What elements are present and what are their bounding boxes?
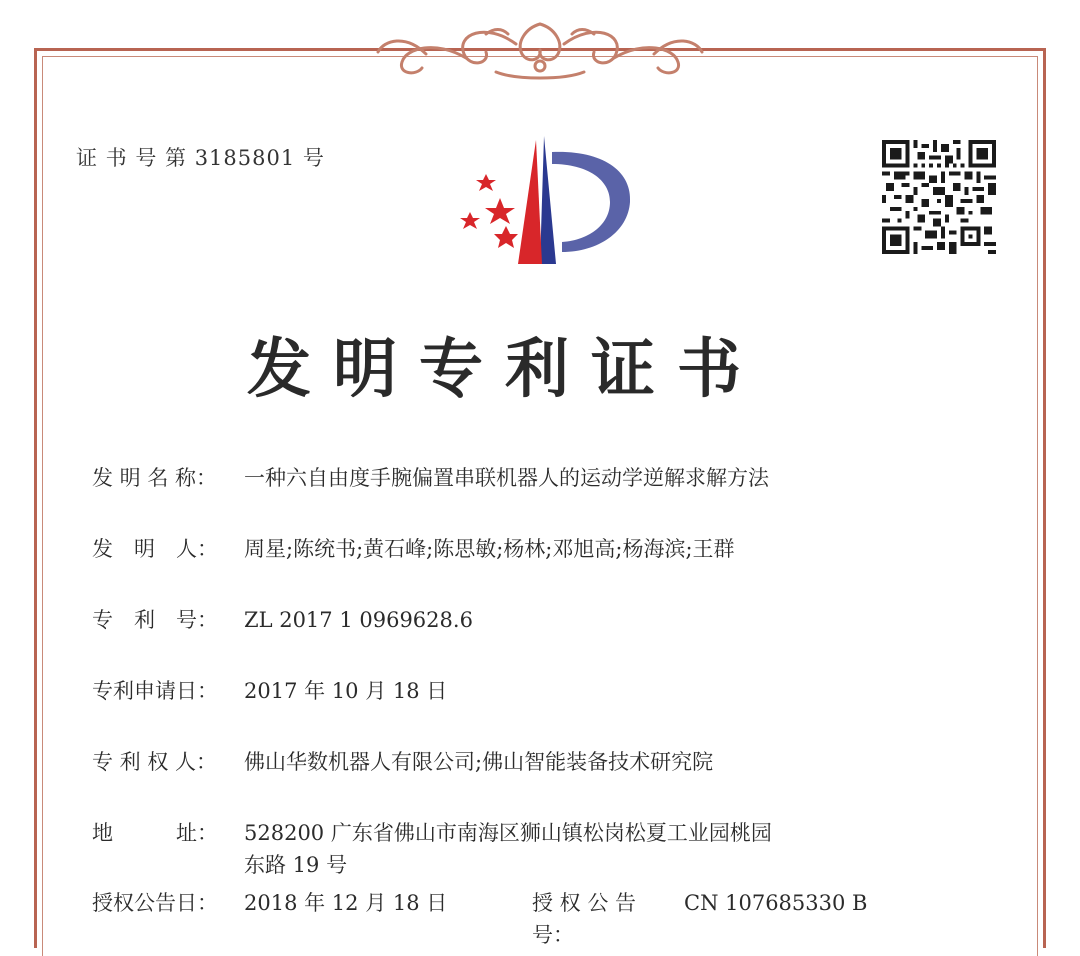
field-grant-date: [92, 887, 447, 919]
field-value: CN 107685330 B: [684, 891, 868, 915]
field-value: 2017 年 10 月 18 日: [244, 679, 448, 703]
field-filing-date: [92, 675, 447, 707]
field-value: 528200 广东省佛山市南海区狮山镇松岗松夏工业园桃园: [244, 821, 772, 845]
field-value: 一种六自由度手腕偏置串联机器人的运动学逆解求解方法: [244, 466, 769, 490]
field-grant-publication-number: [532, 887, 867, 951]
field-value: 佛山华数机器人有限公司;佛山智能装备技术研究院: [244, 750, 714, 774]
certificate-number: 证 书 号 第 3185801 号: [76, 146, 325, 170]
field-patent-number: [92, 604, 473, 636]
field-label: 地 址：: [92, 821, 218, 845]
field-value: 周星;陈统书;黄石峰;陈思敏;杨林;邓旭高;杨海滨;王群: [244, 537, 735, 561]
field-label: 发 明 人：: [92, 537, 218, 561]
floral-ornament-icon: [366, 14, 714, 84]
qr-code-icon: [882, 140, 996, 254]
field-value: ZL 2017 1 0969628.6: [244, 608, 473, 632]
field-invention-name: [92, 462, 769, 494]
field-patentee: [92, 746, 713, 778]
field-label: 发 明 名 称：: [92, 466, 218, 490]
field-label: 授 权 公 告 号：: [532, 891, 637, 947]
field-address: [92, 817, 772, 881]
field-label: 专利申请日：: [92, 679, 218, 703]
field-label: 授权公告日：: [92, 891, 218, 915]
certificate-title: 发明专利证书: [247, 332, 763, 407]
field-label: 专 利 号：: [92, 608, 218, 632]
field-inventors: [92, 533, 735, 565]
cnipa-logo-icon: [444, 130, 634, 270]
field-value-line2: 东路 19 号: [244, 853, 348, 877]
field-value: 2018 年 12 月 18 日: [244, 891, 448, 915]
field-label: 专 利 权 人：: [92, 750, 218, 774]
